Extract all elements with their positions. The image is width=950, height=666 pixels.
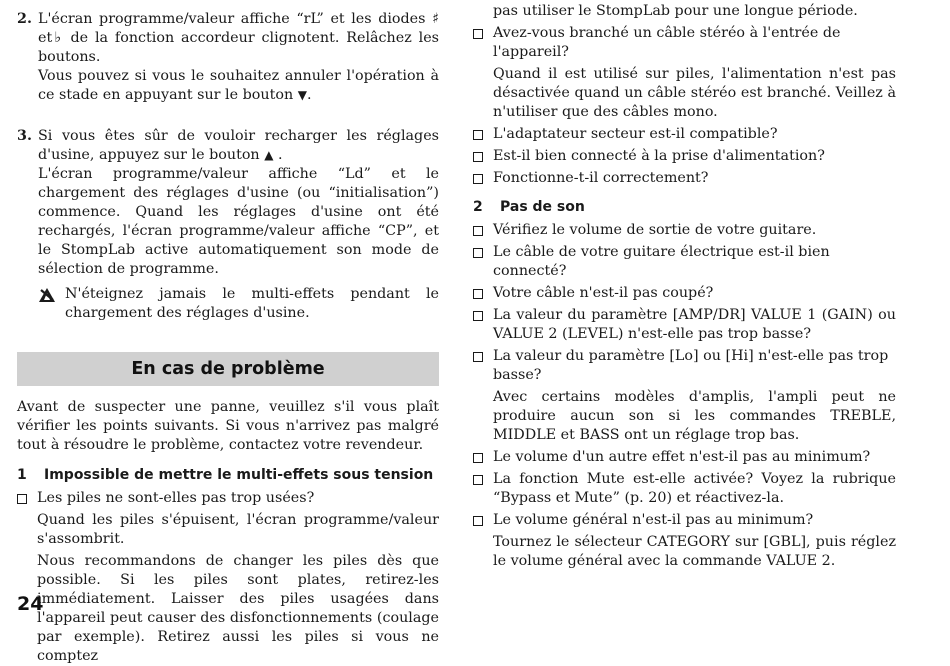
check-item-text: La fonction Mute est-elle activée? Voyez la rubrique “Bypass et Mute” (p. 20) et réactivez-la. — [493, 471, 896, 506]
checkbox-icon — [473, 29, 483, 39]
check-item — [473, 24, 896, 62]
subheading-number: 1 — [17, 467, 27, 483]
check-item — [473, 221, 896, 240]
subheading-title: Impossible de mettre le multi-effets sous tension — [44, 467, 434, 483]
check-item — [473, 284, 896, 303]
down-arrow-icon: ▼ — [297, 88, 307, 102]
check-item-text: La valeur du paramètre [Lo] ou [Hi] n'est-elle pas trop basse? — [493, 348, 889, 383]
check-item-explanation: Quand il est utilisé sur piles, l'alimentation n'est pas désactivée quand un câble stéréo est branché. Veillez à n'utiliser que des câbles mono. — [493, 66, 896, 120]
intro-paragraph: Avant de suspecter une panne, veuillez s'il vous plaît vérifier les points suivants. Si vous n'arrivez pas malgré tout à résoudre le problème, contactez votre revendeur. — [17, 399, 439, 453]
checkbox-icon — [473, 475, 483, 485]
check-item — [473, 147, 896, 166]
check-item — [473, 511, 896, 530]
continued-text: pas utiliser le StompLab pour une longue période. — [493, 3, 858, 19]
check-item-text: Vérifiez le volume de sortie de votre guitare. — [493, 222, 817, 238]
check-item-explanation: Nous recommandons de changer les piles dès que possible. Si les piles sont plates, retirez-les immédiatement. Laisser des piles usagées dans l'appareil peut causer des disfonctionnements (coulage par exemple). Retirez aussi les piles si vous ne comptez — [37, 553, 439, 664]
pencil-warning-icon — [38, 287, 56, 303]
check-item-text: Fonctionne-t-il correctement? — [493, 170, 709, 186]
subheading-2 — [473, 198, 896, 217]
check-item-text: Est-il bien connecté à la prise d'alimentation? — [493, 148, 825, 164]
check-item-explanation: Tournez le sélecteur CATEGORY sur [GBL], puis réglez le volume général avec la commande VALUE 2. — [493, 534, 896, 569]
checkbox-icon — [473, 130, 483, 140]
checkbox-icon — [473, 453, 483, 463]
check-item-explanation: Avec certains modèles d'amplis, l'ampli peut ne produire aucun son si les commandes TREBLE, MIDDLE et BASS ont un réglage trop bas. — [493, 389, 896, 443]
checkbox-icon — [473, 226, 483, 236]
left-column — [17, 0, 439, 666]
warning-note — [17, 285, 439, 323]
check-item-text: Le câble de votre guitare électrique est-il bien connecté? — [493, 244, 830, 279]
warning-text: N'éteignez jamais le multi-effets pendant le chargement des réglages d'usine. — [65, 286, 439, 321]
check-item-text: Le volume général n'est-il pas au minimum? — [493, 512, 814, 528]
check-item — [17, 489, 439, 508]
checkbox-icon — [473, 248, 483, 258]
check-item-text: Les piles ne sont-elles pas trop usées? — [37, 490, 315, 506]
checkbox-icon — [473, 152, 483, 162]
subheading-title: Pas de son — [500, 199, 585, 215]
check-item-text: Le volume d'un autre effet n'est-il pas au minimum? — [493, 449, 871, 465]
check-item-text: L'adaptateur secteur est-il compatible? — [493, 126, 778, 142]
section-title: En cas de problème — [131, 358, 325, 379]
subheading-number: 2 — [473, 199, 483, 215]
step-3 — [17, 127, 439, 279]
check-item — [473, 169, 896, 188]
subheading-1 — [17, 466, 439, 485]
check-item — [473, 470, 896, 508]
checkbox-icon — [473, 311, 483, 321]
checkbox-icon — [473, 289, 483, 299]
checkbox-icon — [473, 174, 483, 184]
check-item — [473, 243, 896, 281]
check-item-text: Votre câble n'est-il pas coupé? — [493, 285, 714, 301]
check-item — [473, 347, 896, 385]
step-number: 3. — [17, 128, 32, 144]
section-title-bar — [17, 352, 439, 386]
check-item-text: Avez-vous branché un câble stéréo à l'entrée de l'appareil? — [493, 25, 841, 60]
check-item — [473, 125, 896, 144]
step-text-result: L'écran programme/valeur affiche “Ld” et le chargement des réglages d'usine (ou “initialisation”) commence. Quand les réglages d'usine ont été rechargés, l'écran programme/valeur affiche “CP”, et le StompLab active automatiquement son mode de sélection de programme. — [38, 166, 439, 277]
step-text-cancel: Vous pouvez si vous le souhaitez annuler l'opération à ce stade en appuyant sur le bouton ▼. — [38, 68, 439, 103]
right-column — [473, 0, 896, 571]
check-item — [473, 306, 896, 344]
step-number: 2. — [17, 11, 32, 27]
check-item-text: La valeur du paramètre [AMP/DR] VALUE 1 (GAIN) ou VALUE 2 (LEVEL) n'est-elle pas trop basse? — [493, 307, 896, 342]
check-item-explanation: Quand les piles s'épuisent, l'écran programme/valeur s'assombrit. — [37, 512, 439, 547]
step-text: Si vous êtes sûr de vouloir recharger les réglages d'usine, appuyez sur le bouton ▲ . — [38, 128, 439, 163]
up-arrow-icon: ▲ — [264, 148, 274, 162]
page-number: 24 — [17, 593, 44, 615]
checkbox-icon — [17, 494, 27, 504]
checkbox-icon — [473, 352, 483, 362]
check-item — [473, 448, 896, 467]
step-text: L'écran programme/valeur affiche “rL” et les diodes ♯ et♭ de la fonction accordeur clignotent. Relâchez les boutons. — [38, 11, 439, 65]
checkbox-icon — [473, 516, 483, 526]
step-2 — [17, 10, 439, 105]
